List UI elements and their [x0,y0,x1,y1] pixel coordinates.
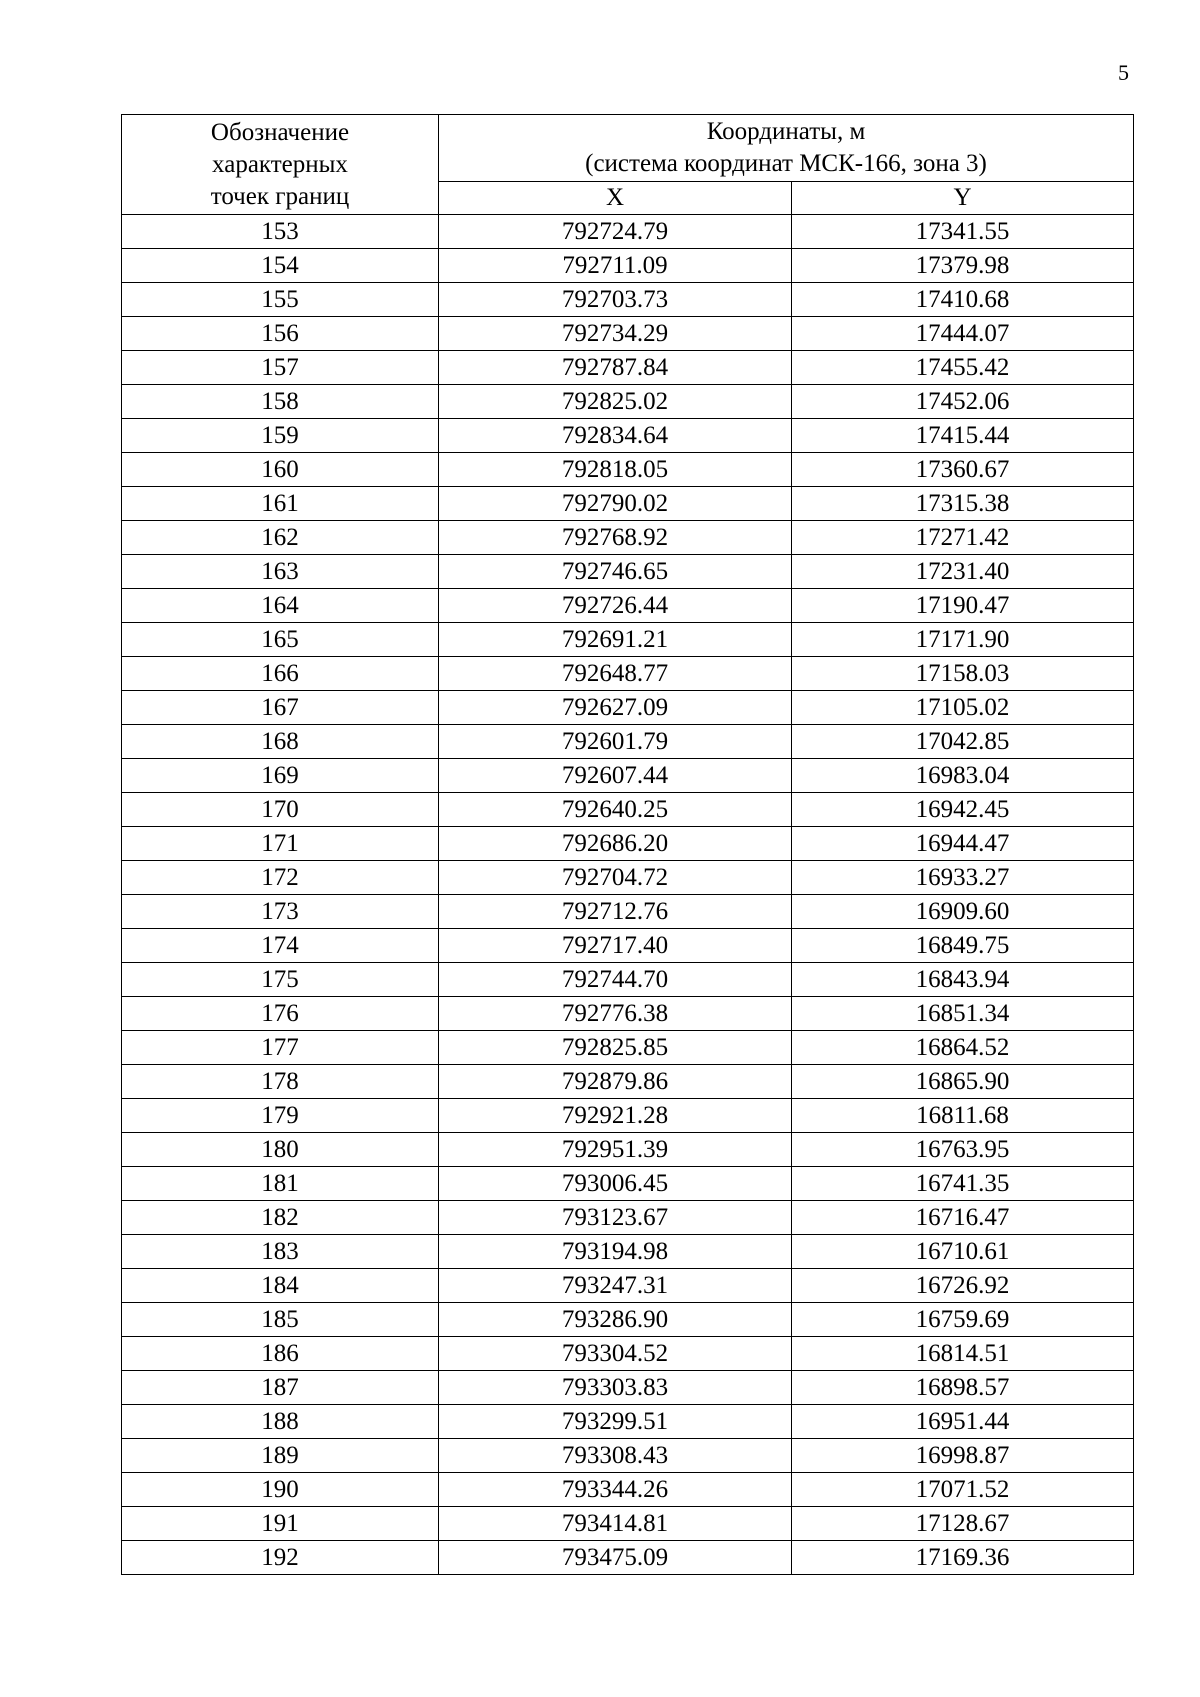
table-row [122,997,1134,1031]
y-coordinate-cell: 16851.34 [792,997,1134,1031]
table-row [122,317,1134,351]
designation-header [122,115,439,215]
table-row [122,453,1134,487]
x-coordinate-cell: 792711.09 [439,249,792,283]
point-cell: 183 [122,1235,439,1269]
x-coordinate-cell: 792818.05 [439,453,792,487]
table-row [122,759,1134,793]
table-row [122,215,1134,249]
table-row [122,1541,1134,1575]
y-coordinate-cell: 17042.85 [792,725,1134,759]
table-row [122,351,1134,385]
x-coordinate-cell: 793123.67 [439,1201,792,1235]
point-cell: 154 [122,249,439,283]
x-coordinate-cell: 792825.02 [439,385,792,419]
point-cell: 172 [122,861,439,895]
point-cell: 159 [122,419,439,453]
table-row [122,1167,1134,1201]
table-row [122,1031,1134,1065]
table-row [122,793,1134,827]
table-row [122,725,1134,759]
y-coordinate-cell: 17379.98 [792,249,1134,283]
table-row [122,249,1134,283]
x-coordinate-cell: 792787.84 [439,351,792,385]
point-cell: 179 [122,1099,439,1133]
point-cell: 173 [122,895,439,929]
y-coordinate-cell: 17341.55 [792,215,1134,249]
x-coordinate-cell: 793006.45 [439,1167,792,1201]
x-coordinate-cell: 792601.79 [439,725,792,759]
point-cell: 165 [122,623,439,657]
point-cell: 161 [122,487,439,521]
x-column-header: X [439,182,792,215]
designation-header-line: Обозначение [210,118,350,146]
point-cell: 156 [122,317,439,351]
table-row [122,1269,1134,1303]
x-coordinate-cell: 792776.38 [439,997,792,1031]
y-column-header: Y [792,182,1134,215]
point-cell: 166 [122,657,439,691]
x-coordinate-cell: 793247.31 [439,1269,792,1303]
point-cell: 157 [122,351,439,385]
table-row [122,419,1134,453]
point-cell: 182 [122,1201,439,1235]
y-coordinate-cell: 16710.61 [792,1235,1134,1269]
x-coordinate-cell: 792768.92 [439,521,792,555]
y-coordinate-cell: 17105.02 [792,691,1134,725]
y-coordinate-cell: 16843.94 [792,963,1134,997]
point-cell: 191 [122,1507,439,1541]
x-coordinate-cell: 793308.43 [439,1439,792,1473]
y-coordinate-cell: 17271.42 [792,521,1134,555]
point-cell: 192 [122,1541,439,1575]
table-row [122,691,1134,725]
table-row [122,895,1134,929]
y-coordinate-cell: 16933.27 [792,861,1134,895]
x-coordinate-cell: 793303.83 [439,1371,792,1405]
point-cell: 169 [122,759,439,793]
y-coordinate-cell: 16983.04 [792,759,1134,793]
point-cell: 188 [122,1405,439,1439]
y-coordinate-cell: 16864.52 [792,1031,1134,1065]
table-row [122,1507,1134,1541]
y-coordinate-cell: 17455.42 [792,351,1134,385]
coordinates-header-line: (система координат МСК-166, зона 3) [585,150,987,177]
x-coordinate-cell: 792744.70 [439,963,792,997]
point-cell: 168 [122,725,439,759]
x-coordinate-cell: 792790.02 [439,487,792,521]
table-row [122,1337,1134,1371]
point-cell: 186 [122,1337,439,1371]
point-cell: 187 [122,1371,439,1405]
y-coordinate-cell: 16726.92 [792,1269,1134,1303]
y-coordinate-cell: 16716.47 [792,1201,1134,1235]
table-row [122,1201,1134,1235]
point-cell: 180 [122,1133,439,1167]
x-coordinate-cell: 792712.76 [439,895,792,929]
table-row [122,1473,1134,1507]
y-coordinate-cell: 17231.40 [792,555,1134,589]
y-coordinate-cell: 17171.90 [792,623,1134,657]
table-header [122,115,1134,215]
coordinates-header-line: Координаты, м [706,118,866,145]
table-row [122,827,1134,861]
table-row [122,1133,1134,1167]
x-coordinate-cell: 792825.85 [439,1031,792,1065]
table-body [122,215,1134,1575]
y-coordinate-cell: 16944.47 [792,827,1134,861]
table-row [122,1371,1134,1405]
y-coordinate-cell: 16998.87 [792,1439,1134,1473]
y-coordinate-cell: 17415.44 [792,419,1134,453]
table-row [122,1235,1134,1269]
point-cell: 160 [122,453,439,487]
y-coordinate-cell: 16909.60 [792,895,1134,929]
y-coordinate-cell: 16811.68 [792,1099,1134,1133]
point-cell: 174 [122,929,439,963]
y-coordinate-cell: 17158.03 [792,657,1134,691]
point-cell: 185 [122,1303,439,1337]
point-cell: 155 [122,283,439,317]
x-coordinate-cell: 792734.29 [439,317,792,351]
y-coordinate-cell: 16942.45 [792,793,1134,827]
x-coordinate-cell: 792717.40 [439,929,792,963]
y-coordinate-cell: 17360.67 [792,453,1134,487]
table-row [122,589,1134,623]
table-row [122,963,1134,997]
y-coordinate-cell: 16759.69 [792,1303,1134,1337]
y-coordinate-cell: 16814.51 [792,1337,1134,1371]
table-row [122,385,1134,419]
y-coordinate-cell: 16898.57 [792,1371,1134,1405]
y-coordinate-cell: 17190.47 [792,589,1134,623]
y-coordinate-cell: 17452.06 [792,385,1134,419]
point-cell: 170 [122,793,439,827]
point-cell: 163 [122,555,439,589]
table-row [122,555,1134,589]
x-coordinate-cell: 793475.09 [439,1541,792,1575]
table-row [122,1065,1134,1099]
table-row [122,657,1134,691]
x-coordinate-cell: 792686.20 [439,827,792,861]
point-cell: 158 [122,385,439,419]
table-row [122,623,1134,657]
x-coordinate-cell: 793304.52 [439,1337,792,1371]
x-coordinate-cell: 792607.44 [439,759,792,793]
y-coordinate-cell: 17444.07 [792,317,1134,351]
x-coordinate-cell: 793414.81 [439,1507,792,1541]
y-coordinate-cell: 16951.44 [792,1405,1134,1439]
point-cell: 164 [122,589,439,623]
coordinates-header [439,115,1134,182]
x-coordinate-cell: 792724.79 [439,215,792,249]
point-cell: 176 [122,997,439,1031]
x-coordinate-cell: 793286.90 [439,1303,792,1337]
x-coordinate-cell: 792834.64 [439,419,792,453]
point-cell: 171 [122,827,439,861]
y-coordinate-cell: 17128.67 [792,1507,1134,1541]
point-cell: 162 [122,521,439,555]
y-coordinate-cell: 17315.38 [792,487,1134,521]
point-cell: 181 [122,1167,439,1201]
table-row [122,1439,1134,1473]
y-coordinate-cell: 17169.36 [792,1541,1134,1575]
table-row [122,487,1134,521]
x-coordinate-cell: 792627.09 [439,691,792,725]
coordinates-table [121,114,1134,1575]
y-coordinate-cell: 16849.75 [792,929,1134,963]
x-coordinate-cell: 792640.25 [439,793,792,827]
y-coordinate-cell: 17071.52 [792,1473,1134,1507]
y-coordinate-cell: 16741.35 [792,1167,1134,1201]
x-coordinate-cell: 792726.44 [439,589,792,623]
point-cell: 167 [122,691,439,725]
x-coordinate-cell: 793344.26 [439,1473,792,1507]
y-coordinate-cell: 16763.95 [792,1133,1134,1167]
designation-header-line: точек границ [210,182,350,210]
table-row [122,929,1134,963]
x-coordinate-cell: 792951.39 [439,1133,792,1167]
table-row [122,1303,1134,1337]
table-row [122,1099,1134,1133]
x-coordinate-cell: 792746.65 [439,555,792,589]
page-number: 5 [1118,60,1129,85]
x-coordinate-cell: 792879.86 [439,1065,792,1099]
point-cell: 175 [122,963,439,997]
x-coordinate-cell: 793194.98 [439,1235,792,1269]
table-row [122,283,1134,317]
x-coordinate-cell: 793299.51 [439,1405,792,1439]
point-cell: 177 [122,1031,439,1065]
table-row [122,1405,1134,1439]
y-coordinate-cell: 17410.68 [792,283,1134,317]
point-cell: 184 [122,1269,439,1303]
designation-header-line: характерных [212,150,348,178]
table-row [122,861,1134,895]
x-coordinate-cell: 792921.28 [439,1099,792,1133]
table-row [122,521,1134,555]
point-cell: 189 [122,1439,439,1473]
x-coordinate-cell: 792691.21 [439,623,792,657]
x-coordinate-cell: 792704.72 [439,861,792,895]
x-coordinate-cell: 792703.73 [439,283,792,317]
x-coordinate-cell: 792648.77 [439,657,792,691]
point-cell: 190 [122,1473,439,1507]
point-cell: 153 [122,215,439,249]
y-coordinate-cell: 16865.90 [792,1065,1134,1099]
point-cell: 178 [122,1065,439,1099]
